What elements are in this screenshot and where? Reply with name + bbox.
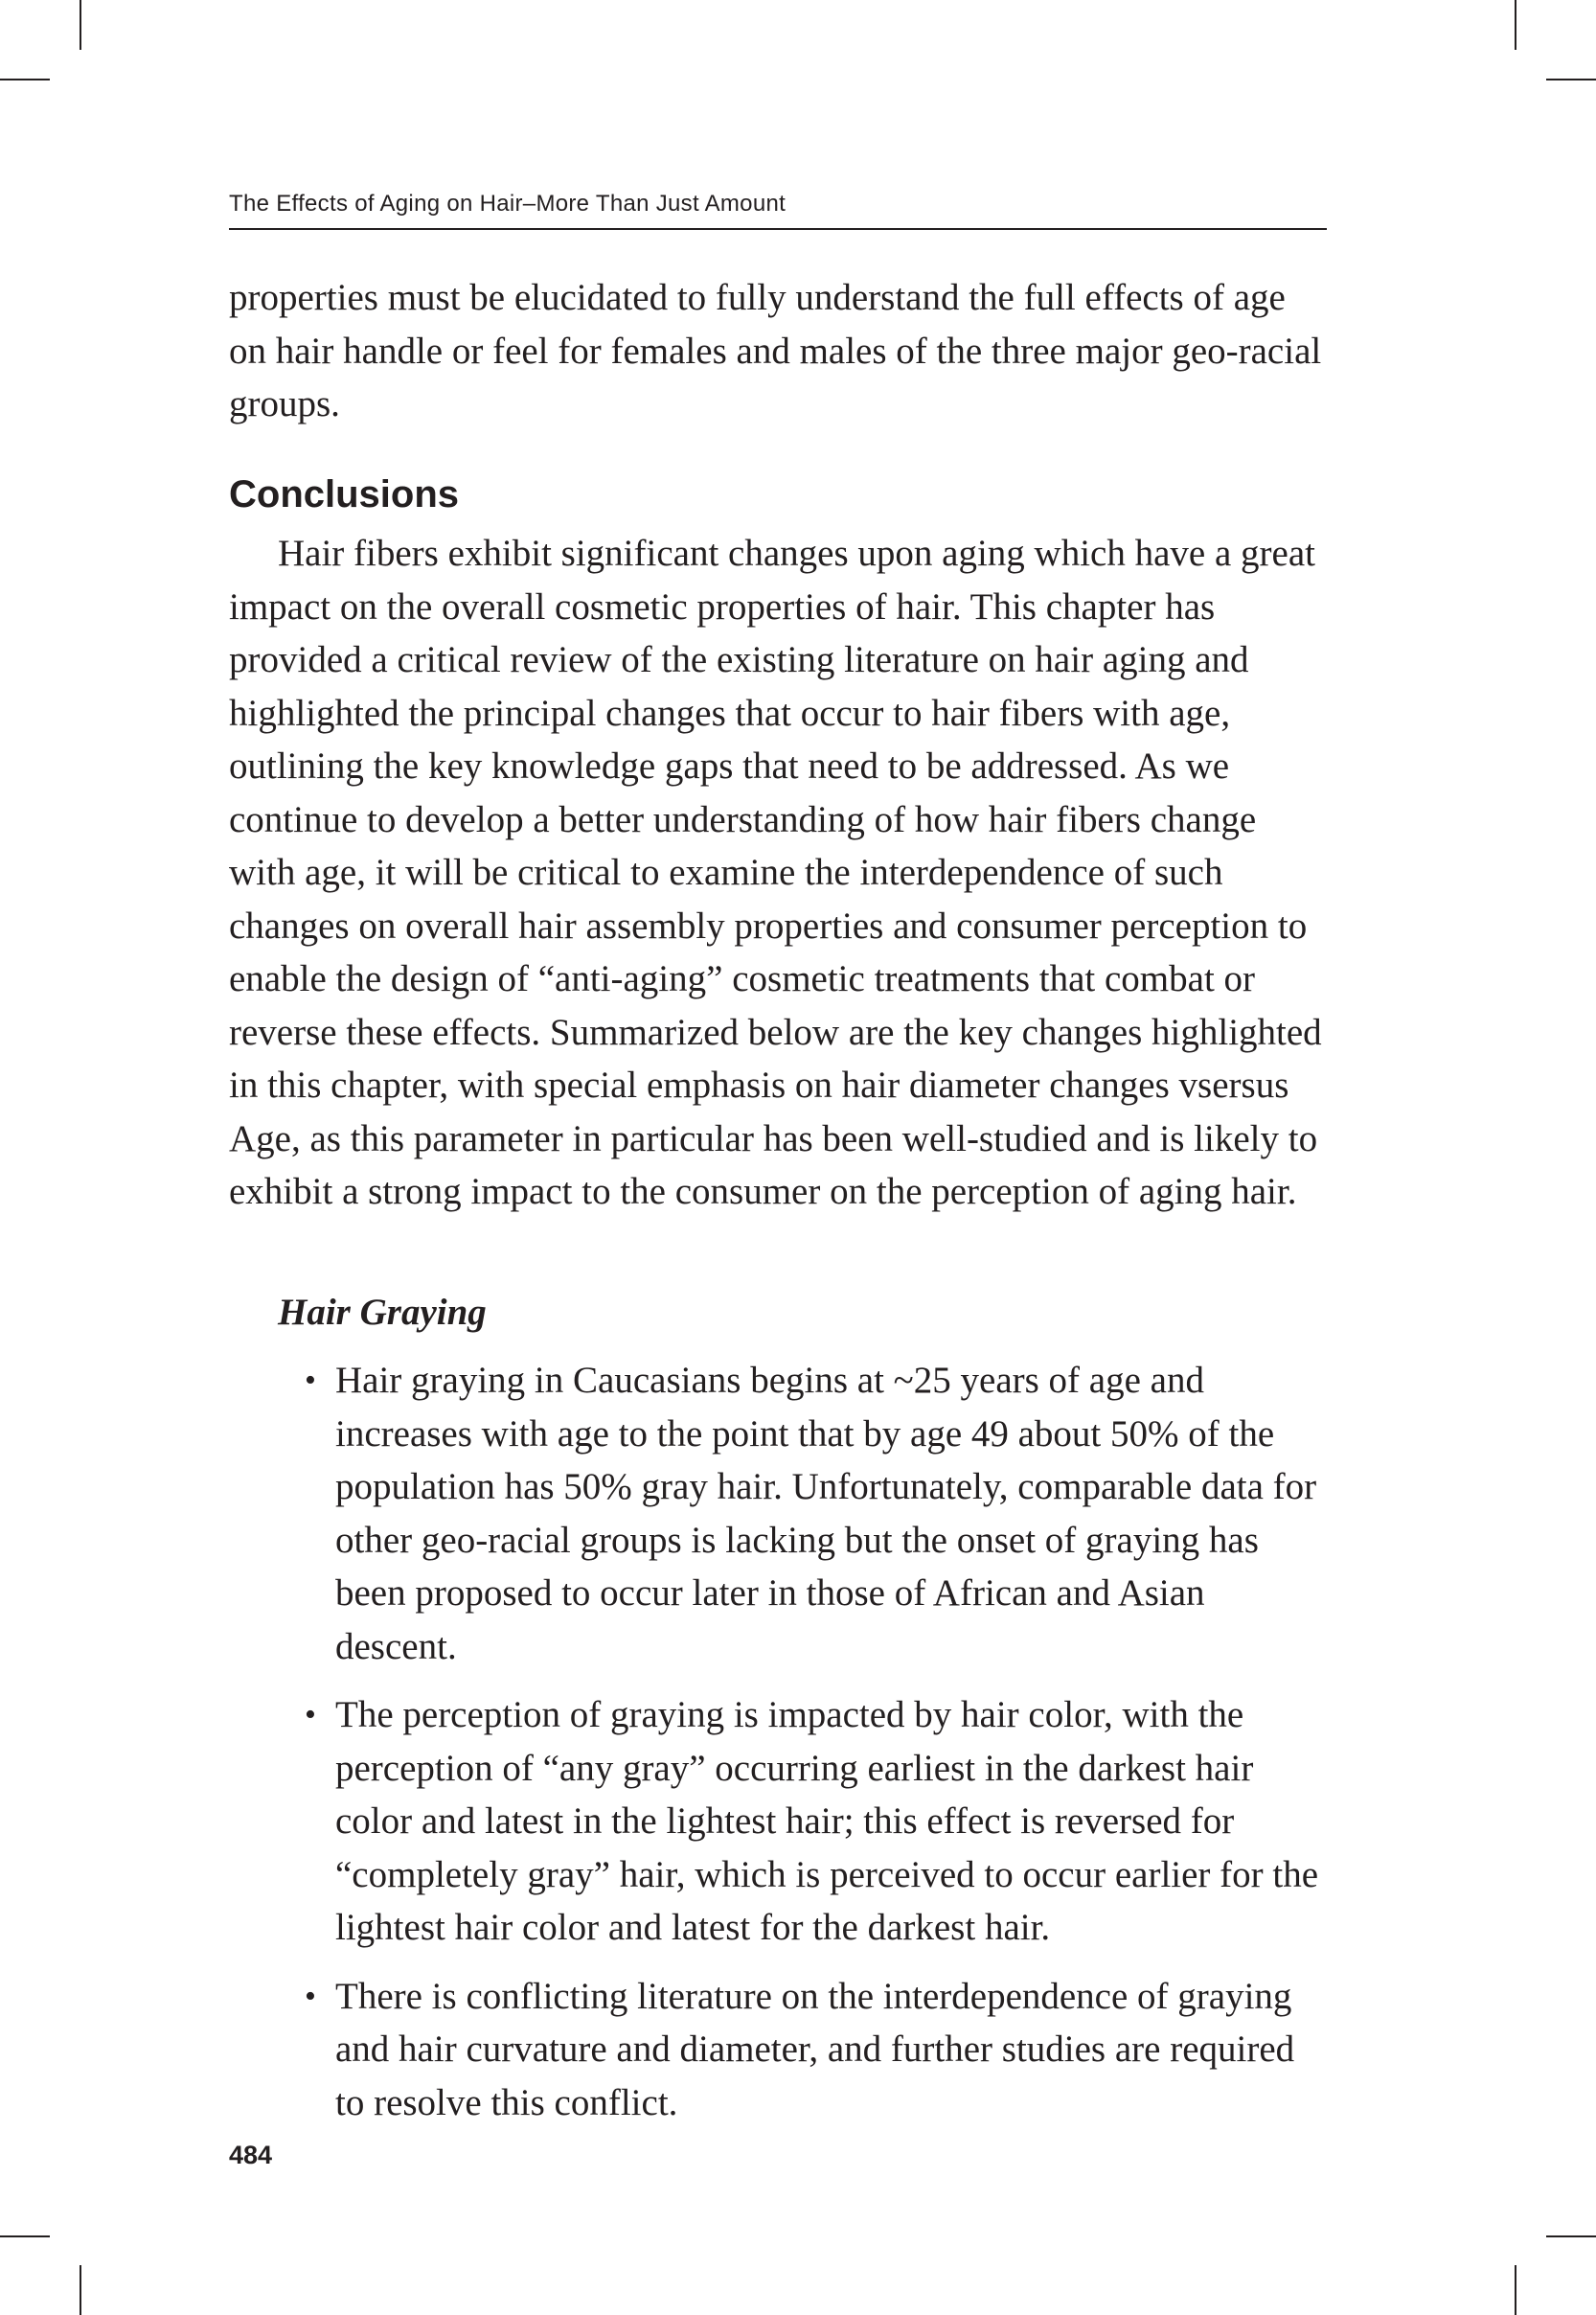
list-item-text: The perception of graying is impacted by hair color, with the perception of “any gray” occurring earliest in the darkest hair color and latest in the lightest hair; this effect is reversed for “completely gray” hair, which is perceived to occur earlier for the lightest hair color and latest for the darkest hair. <box>335 1694 1319 1948</box>
bullet-icon: • <box>305 1978 316 2014</box>
subheading: Hair Graying <box>278 1292 487 1333</box>
bullet-icon: • <box>305 1363 316 1398</box>
bullet-list <box>297 1354 1332 2144</box>
crop-mark-bottom-left-vertical <box>80 2265 81 2315</box>
bullet-icon: • <box>305 1697 316 1732</box>
list-item <box>297 1688 1332 1955</box>
list-item <box>297 1354 1332 1673</box>
crop-mark-top-left-horizontal <box>0 79 50 80</box>
paragraph-continued: properties must be elucidated to fully understand the full effects of age on hair handle or feel for females and males of the three major geo-racial groups. <box>229 277 1322 424</box>
page-number: 484 <box>229 2141 273 2169</box>
list-item-text: Hair graying in Caucasians begins at ~25 years of age and increases with age to the point that by age 49 about 50% of the population has 50% gray hair. Unfortunately, comparable data for other geo-racial groups is lacking but the onset of graying has been proposed to occur later in those of African and Asian descent. <box>335 1360 1317 1667</box>
running-head: The Effects of Aging on Hair–More Than Just Amount <box>229 190 1327 230</box>
crop-mark-top-right-vertical <box>1515 0 1516 50</box>
crop-mark-bottom-right-vertical <box>1515 2265 1516 2315</box>
list-item <box>297 1970 1332 2130</box>
crop-mark-top-left-vertical <box>80 0 81 50</box>
crop-mark-bottom-left-horizontal <box>0 2235 50 2237</box>
crop-mark-top-right-horizontal <box>1546 79 1596 80</box>
list-item-text: There is conflicting literature on the interdependence of graying and hair curvature and diameter, and further studies are required to resolve this conflict. <box>335 1975 1295 2123</box>
section-heading: Conclusions <box>229 473 460 516</box>
paragraph-conclusions: Hair fibers exhibit significant changes upon aging which have a great impact on the overall cosmetic properties of hair. This chapter has provided a critical review of the existing literature on hair aging and highlighted the principal changes that occur to hair fibers with age, outlining the key knowledge gaps that need to be addressed. As we continue to develop a better understanding of how hair fibers change with age, it will be critical to examine the interdependence of such changes on overall hair assembly properties and consumer perception to enable the design of “anti-aging” cosmetic treatments that combat or reverse these effects. Summarized below are the key changes highlighted in this chapter, with special emphasis on hair diameter changes vsersus Age, as this parameter in particular has been well-studied and is likely to exhibit a strong impact to the consumer on the perception of aging hair. <box>229 533 1322 1212</box>
crop-mark-bottom-right-horizontal <box>1546 2235 1596 2237</box>
